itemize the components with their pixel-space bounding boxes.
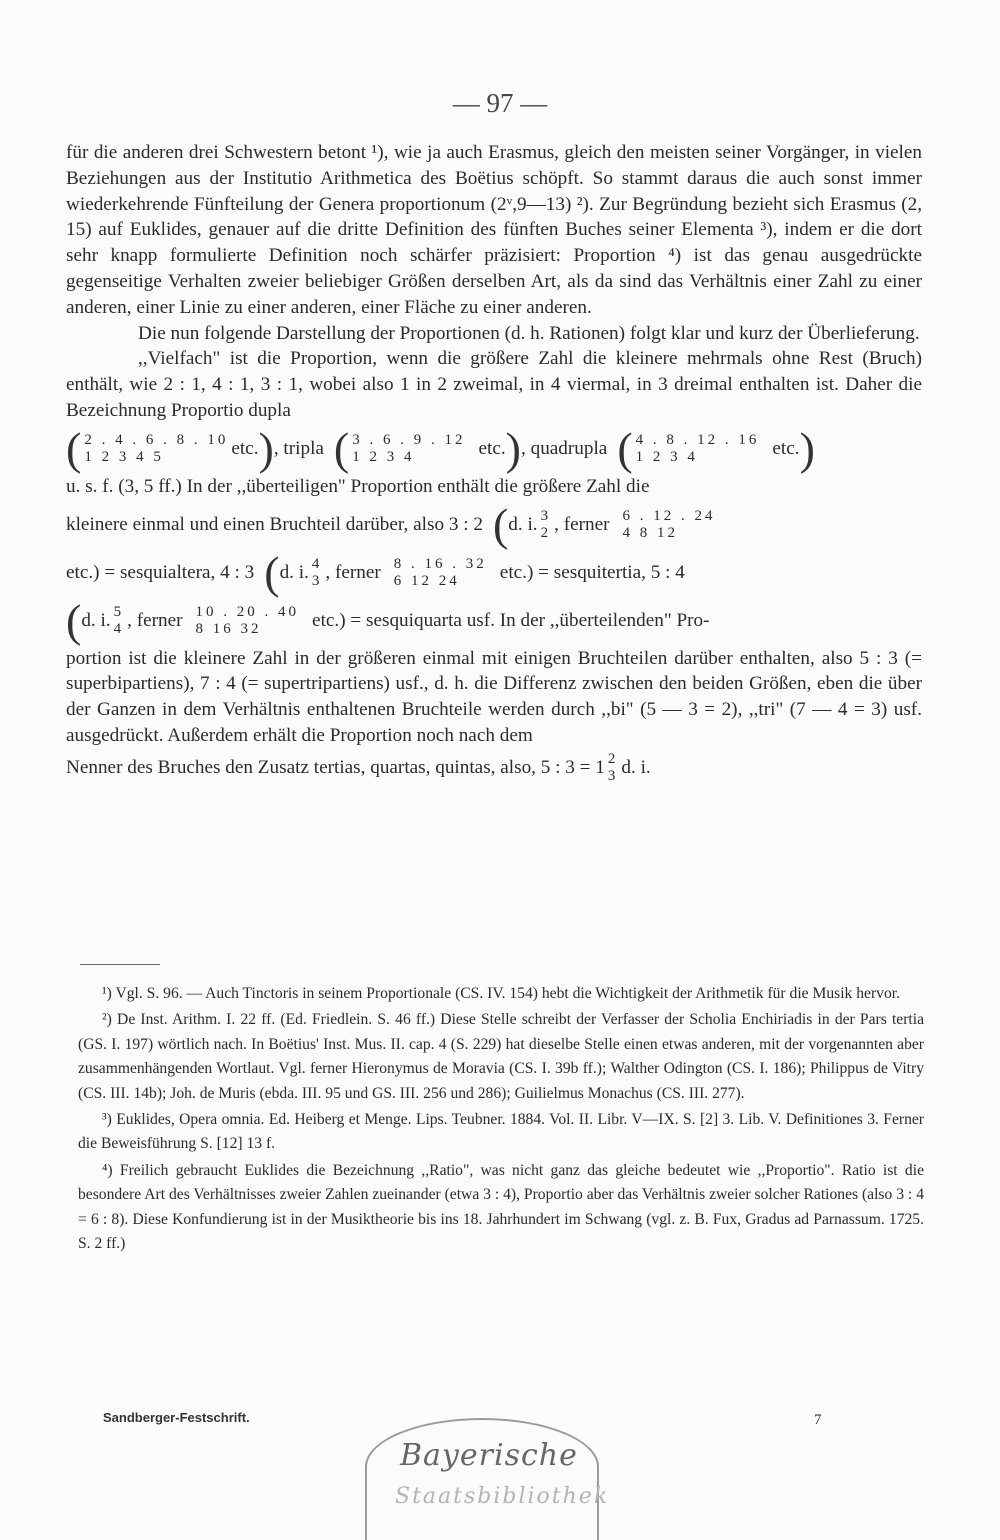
footnote-1: ¹) Vgl. S. 96. — Auch Tinctoris in seinem Proportionale (CS. IV. 154) hebt die Wichtigkeit der Arithmetik für die Musik hervor. bbox=[102, 985, 900, 1002]
footnote-4: ⁴) Freilich gebraucht Euklides die Bezeichnung ,,Ratio", was nicht ganz das gleiche bedeutet wie ,,Proportio". Ratio ist die besondere Art des Verhältnisses zweier Zahlen zueinander (etwa 3 : 4), Proportio aber das Verhältnis zweier solcher Rationes (also 3 : 4 = 6 : 8). Diese Konfundierung ist in der Musiktheorie bis ins 18. Jahrhundert im Schwang (vgl. z. B. Fux, Gradus ad Parnassum. 1725. S. 2 ff.) bbox=[78, 1161, 924, 1253]
math-row-last bbox=[66, 751, 922, 785]
etc-sesquitertia-text: etc.) = sesquitertia, 5 : 4 bbox=[499, 561, 685, 583]
fraction-bottom: 6 12 24 bbox=[393, 572, 460, 589]
ferner-text: , ferner bbox=[127, 609, 183, 631]
fraction-top: 2 bbox=[607, 750, 619, 767]
ferner-text: , ferner bbox=[554, 513, 610, 535]
paren-open: ( bbox=[264, 546, 280, 598]
line-kleinere: kleinere einmal und einen Bruchteil darüber, also 3 : 2 bbox=[66, 513, 483, 535]
fraction-bottom: 8 16 32 bbox=[195, 620, 262, 637]
paren-close: ) bbox=[258, 422, 274, 474]
signature-mark: Sandberger-Festschrift. bbox=[103, 1410, 250, 1425]
paragraph-4: portion ist die kleinere Zahl in der größeren einmal mit einigen Bruchteilen darüber enthalten, also 5 : 3 (= superbipartiens), 7 : 4 (= supertripartiens) usf., d. h. die Differenz zwischen den beiden Größen, eben die über der Ganzen in dem Verhältnis enthaltenen Bruchteile werden durch ,,bi" (5 — 3 = 2), ,,tri" (7 — 4 = 3) usf. ausgedrückt. Außerdem erhält die Proportion noch nach dem bbox=[66, 647, 922, 746]
fraction-2-3 bbox=[608, 751, 619, 785]
paren-open: ( bbox=[617, 422, 633, 474]
etc-sesquialtera-text: etc.) = sesquialtera, 4 : 3 bbox=[66, 561, 255, 583]
fraction-bottom: 3 bbox=[607, 767, 619, 784]
di-text: d. i. bbox=[279, 561, 309, 583]
fraction-top: 3 . 6 . 9 . 12 bbox=[352, 431, 466, 448]
fraction-top: 4 bbox=[311, 555, 323, 572]
fraction-top: 10 . 20 . 40 bbox=[195, 603, 300, 620]
math-row-dupla bbox=[66, 422, 922, 474]
di-text: d. i. bbox=[81, 609, 111, 631]
fraction-tripla bbox=[352, 432, 465, 466]
library-stamp-line1: Bayerische bbox=[400, 1438, 578, 1473]
fraction-top: 4 . 8 . 12 . 16 bbox=[635, 431, 760, 448]
tripla-label: , tripla bbox=[273, 437, 324, 459]
sheet-number: 7 bbox=[814, 1412, 822, 1428]
library-stamp bbox=[365, 1418, 610, 1540]
paren-open: ( bbox=[66, 422, 82, 474]
fraction-top: 6 . 12 . 24 bbox=[622, 507, 716, 524]
fraction-top: 5 bbox=[113, 603, 125, 620]
etc-text: etc. bbox=[231, 437, 259, 459]
di-text: d. i. bbox=[508, 513, 538, 535]
etc-text: etc. bbox=[478, 437, 506, 459]
paragraph-1: für die anderen drei Schwestern betont ¹), wie ja auch Erasmus, gleich den meisten seiner Vorgänger, in vielen Beziehungen aus der Institutio Arithmetica des Boëtius schöpft. So stammt daraus die auch sonst immer wiederkehrende Fünfteilung der Genera proportionum (2ᵛ,9—13) ²). Zur Begründung bezieht sich Erasmus (2, 15) auf Euklides, genauer auf die dritte Definition des fünften Buches seiner Elementa ³), indem er die dort sehr knapp formulierte Definition noch schärfer präzisiert: Proportion ⁴) ist das genau ausgedrückte gegenseitige Verhalten zweier beliebiger Größen derselben Art, als da sind das Verhältnis einer Zahl zu einer anderen, einer Linie zu einer anderen, einer Fläche zu einer anderen. bbox=[66, 142, 922, 318]
paragraph-3: ,,Vielfach" ist die Proportion, wenn die größere Zahl die kleinere mehrmals ohne Rest (Bruch) enthält, wie 2 : 1, 4 : 1, 3 : 1, wobei also 1 in 2 zweimal, in 4 viermal, in 3 dreimal enthalten ist. Daher die Bezeichnung Proportio dupla bbox=[66, 348, 922, 421]
fraction-quadrupla bbox=[636, 432, 760, 466]
etc-text: etc. bbox=[772, 437, 800, 459]
math-row-sesquiquarta bbox=[66, 594, 922, 646]
fraction-dupla bbox=[84, 432, 228, 466]
fraction-6-4 bbox=[623, 508, 716, 542]
fraction-bottom: 1 2 3 4 bbox=[352, 448, 415, 465]
paragraph-4-last-line: Nenner des Bruches den Zusatz tertias, quartas, quintas, also, 5 : 3 = 1 bbox=[66, 756, 605, 778]
paren-open: ( bbox=[66, 594, 82, 646]
paragraph-2: Die nun folgende Darstellung der Proportionen (d. h. Rationen) folgt klar und kurz der Überlieferung. bbox=[138, 322, 920, 344]
fraction-top: 3 bbox=[540, 507, 552, 524]
fraction-8-6 bbox=[394, 556, 487, 590]
math-row-sesquitertia bbox=[66, 546, 922, 598]
footnotes bbox=[78, 982, 924, 1258]
line-usf: u. s. f. (3, 5 ff.) In der ,,überteiligen" Proportion enthält die größere Zahl die bbox=[66, 475, 650, 497]
etc-sesquiquarta-text: etc.) = sesquiquarta usf. In der ,,überteilenden" Pro- bbox=[312, 609, 710, 631]
math-row-sesquialtera bbox=[66, 498, 922, 550]
page-number: — 97 — bbox=[452, 88, 548, 118]
paren-close: ) bbox=[799, 422, 815, 474]
fraction-10-8 bbox=[196, 604, 300, 638]
quadrupla-label: , quadrupla bbox=[521, 437, 608, 459]
di-text: d. i. bbox=[621, 756, 651, 778]
paren-open: ( bbox=[333, 422, 350, 474]
ferner-text: , ferner bbox=[325, 561, 381, 583]
fraction-top: 2 . 4 . 6 . 8 . 10 bbox=[84, 431, 229, 448]
fraction-bottom: 1 2 3 4 bbox=[635, 448, 698, 465]
fraction-bottom: 4 bbox=[113, 620, 125, 637]
paren-close: ) bbox=[505, 422, 521, 474]
main-text bbox=[66, 140, 922, 787]
footnote-3: ³) Euklides, Opera omnia. Ed. Heiberg et Menge. Lips. Teubner. 1884. Vol. II. Libr. V—IX. S. [2] 3. Lib. V. Definitiones 3. Ferner die Beweisführung S. [12] 13 f. bbox=[78, 1111, 924, 1153]
fraction-bottom: 3 bbox=[311, 572, 323, 589]
fraction-bottom: 4 8 12 bbox=[622, 524, 678, 541]
footnote-2: ²) De Inst. Arithm. I. 22 ff. (Ed. Friedlein. S. 46 ff.) Diese Stelle schreibt der Verfasser der Scholia Enchiriadis in der Pars tertia (GS. I. 197) wörtlich nach. In Boëtius' Inst. Mus. II. cap. 4 (S. 229) hat dieselbe Stelle einen etwas anderen, mit der vorgenannten aber zusammenhängenden Wortlaut. Vgl. ferner Hieronymus de Moravia (CS. I. 39b ff.); Walther Odington (CS. I. 186); Philippus de Vitry (CS. III. 14b); Joh. de Muris (ebda. III. 95 und GS. III. 256 und 286); Guilielmus Monachus (CS. III. 277). bbox=[78, 1011, 924, 1102]
fraction-5-4 bbox=[114, 604, 125, 638]
fraction-bottom: 1 2 3 4 5 bbox=[84, 448, 164, 465]
footnote-divider bbox=[80, 964, 160, 965]
fraction-3-2 bbox=[541, 508, 552, 542]
paren-open: ( bbox=[492, 498, 509, 550]
fraction-bottom: 2 bbox=[540, 524, 552, 541]
fraction-4-3 bbox=[312, 556, 323, 590]
library-stamp-line2: Staatsbibliothek bbox=[395, 1484, 610, 1509]
fraction-top: 8 . 16 . 32 bbox=[393, 555, 487, 572]
